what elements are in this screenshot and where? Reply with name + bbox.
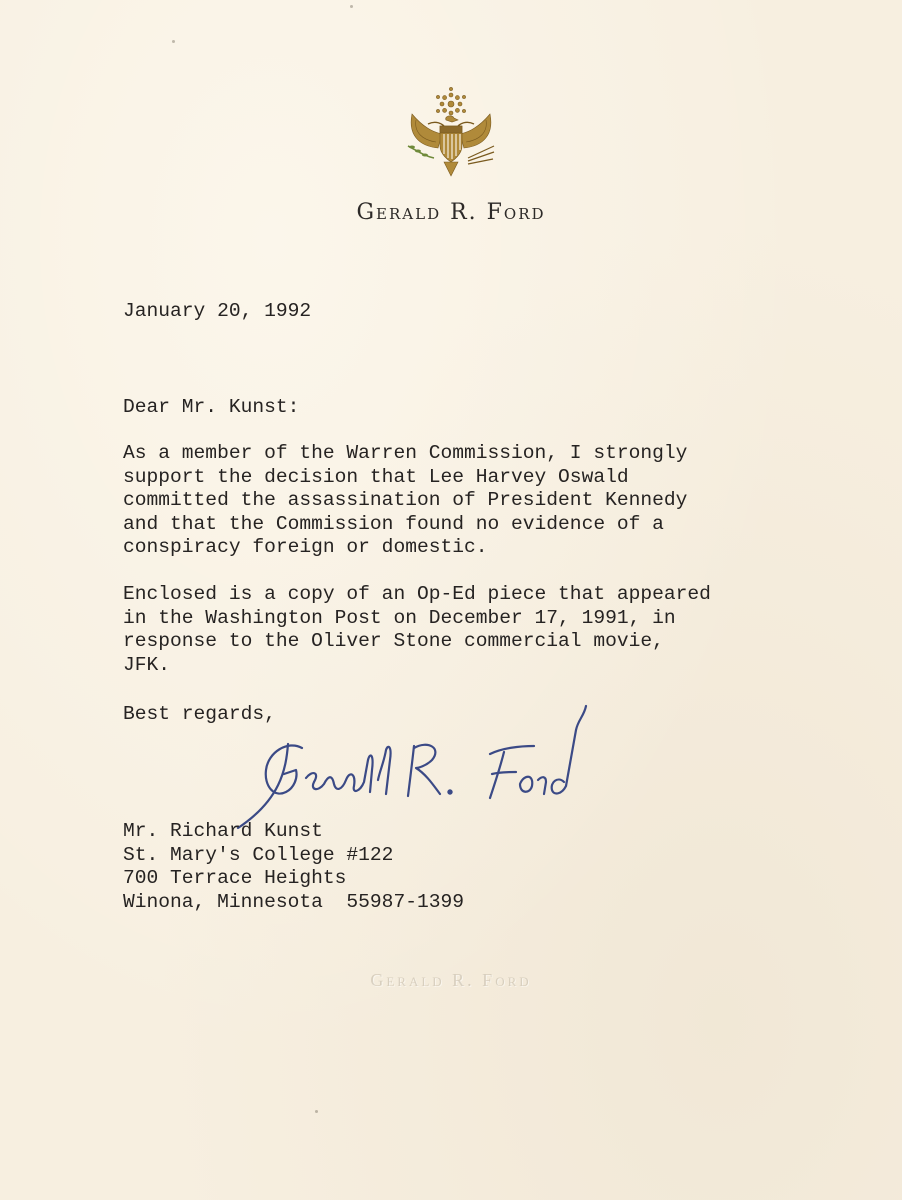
recipient-name: Mr. Richard Kunst: [123, 820, 323, 842]
letterhead-name: Gerald R. Ford: [356, 200, 546, 225]
paragraph-line: and that the Commission found no evidence of a: [123, 512, 664, 535]
paragraph-line: As a member of the Warren Commission, I strongly: [123, 442, 688, 464]
paper-speck: [350, 5, 353, 8]
handwritten-signature: [228, 700, 598, 830]
paragraph-line: conspiracy foreign or domestic.: [123, 536, 488, 559]
paper-speck: [315, 1110, 318, 1113]
presidential-eagle-seal-icon: [398, 84, 504, 188]
embossed-name-watermark: Gerald R. Ford: [370, 970, 532, 990]
paragraph-line: response to the Oliver Stone commercial movie,: [123, 630, 664, 653]
paragraph-line: JFK.: [123, 653, 171, 676]
paragraph-line: support the decision that Lee Harvey Oswald: [123, 465, 629, 488]
closing: Best regards,: [123, 703, 276, 725]
paragraph-line: Enclosed is a copy of an Op-Ed piece that appeared: [123, 583, 711, 605]
recipient-address: [123, 820, 464, 914]
paragraph-line: in the Washington Post on December 17, 1991, in: [123, 606, 676, 629]
paragraph-line: committed the assassination of President Kennedy: [123, 489, 688, 512]
body-paragraph-1: [123, 442, 687, 560]
letter-date: January 20, 1992: [123, 300, 312, 322]
body-paragraph-2: [123, 583, 711, 677]
recipient-line-1: St. Mary's College #122: [123, 843, 394, 866]
recipient-line-2: 700 Terrace Heights: [123, 867, 347, 890]
recipient-line-3: Winona, Minnesota 55987-1399: [123, 890, 464, 913]
paper-speck: [172, 40, 175, 43]
salutation: Dear Mr. Kunst:: [123, 396, 300, 418]
